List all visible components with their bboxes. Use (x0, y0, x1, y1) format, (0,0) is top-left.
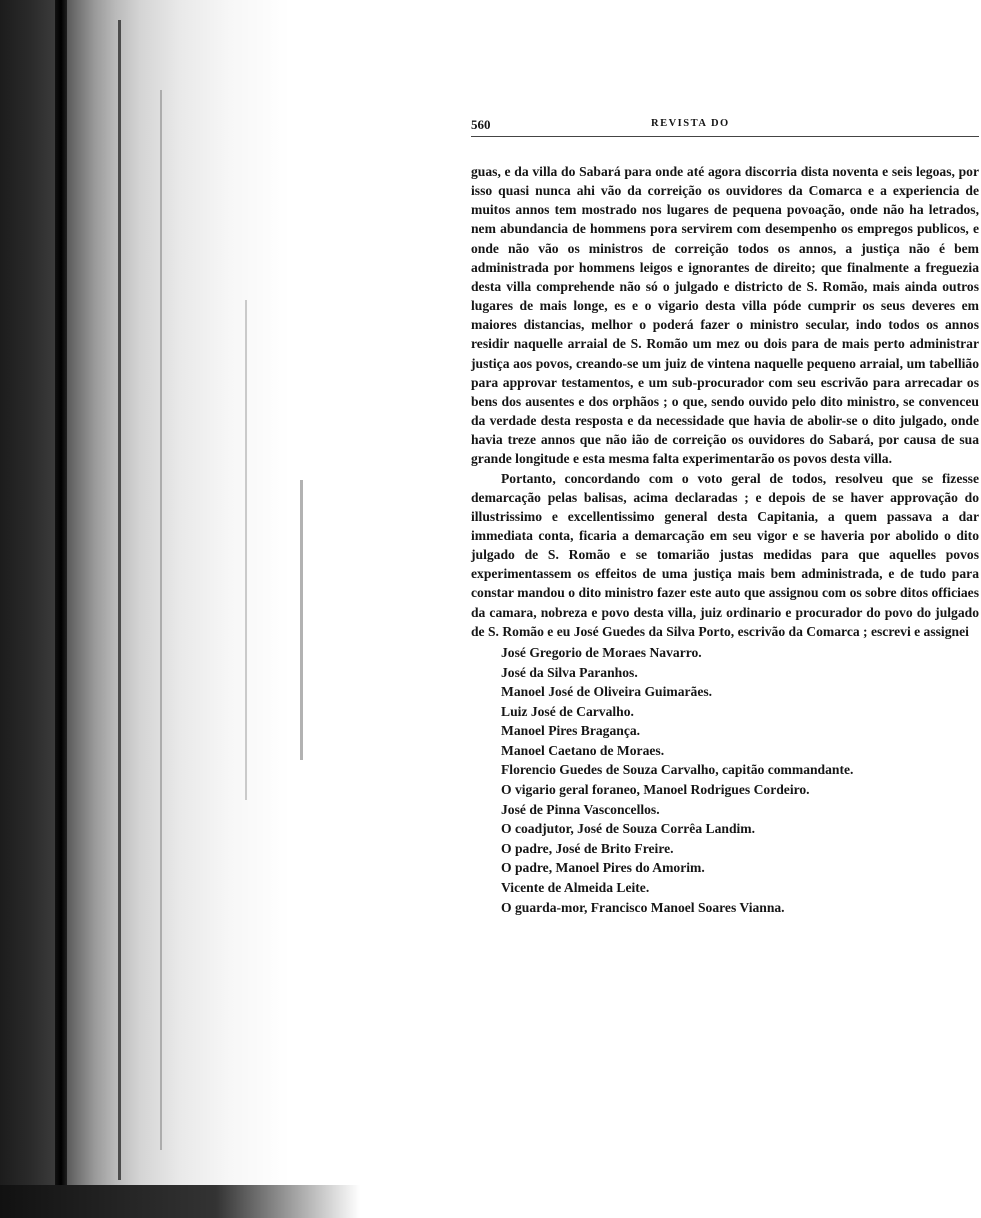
signature-line: José da Silva Paranhos. (501, 664, 638, 680)
signature-line: Manoel Caetano de Moraes. (501, 742, 665, 758)
paragraph: Portanto, concordando com o voto geral de todos, resolveu que se fizesse demarcação pelas balisas, acima declaradas ; e depois de se haver approvação do illustrissimo e excellentissimo general desta Capitania, a quem passava a dar immediata conta, ficaria a demarcação em seu vigor e se haveria por abolido o dito julgado de S. Romão e se tomarião justas medidas para que aquelles povos experimentassem os effeitos de uma justiça mais bem administrada, e de tudo para constar mandou o dito ministro fazer este auto que assignou com os sobre ditos officiaes da camara, nobreza e povo desta villa, juiz ordinario e procurador do povo do julgado de S. Romão e eu José Guedes da Silva Porto, escrivão da Comarca ; escrevi e assignei (471, 470, 979, 639)
signature-list (471, 643, 979, 917)
signature-line: O guarda-mor, Francisco Manoel Soares Vianna. (501, 899, 785, 915)
signature-line: O padre, Manoel Pires do Amorim. (501, 860, 705, 876)
signature-line: Manoel José de Oliveira Guimarães. (501, 684, 713, 700)
book-page (471, 116, 979, 917)
scan-streak (300, 480, 303, 760)
signature-line: José Gregorio de Moraes Navarro. (501, 644, 702, 660)
scan-streak (245, 300, 247, 800)
signature-line: Florencio Guedes de Souza Carvalho, capitão commandante. (501, 762, 854, 778)
scan-streak (160, 90, 162, 1150)
running-title: REVISTA DO (651, 118, 730, 129)
page-edge-shadow (118, 20, 121, 1180)
paragraph: guas, e da villa do Sabará para onde até agora discorria dista noventa e seis legoas, por isso quasi nunca ahi vão da correição os ouvidores da Comarca e a experiencia de muitos annos tem mostrado nos lugares de pequena povoação, onde não ha letrados, nem abundancia de hommens pora servirem com desempenho os empregos publicos, e onde não vão os ministros de correição todos os annos, a justiça não é bem administrada por hommens leigos e ignorantes de direito; que finalmente a freguezia desta villa comprehende não só o julgado e districto de S. Romão, mais ainda outros lugares de mais longe, es e o vigario desta villa póde cumprir os seus deveres em maiores distancias, melhor o poderá fazer o ministro secular, indo todos os annos residir naquelle arraial de S. Romão um mez ou dois para de mais perto administrar justiça aos povos, creando-se um juiz de vintena naquelle pequeno arraial, um tabellião para approvar testamentos, e um sub-procurador com seu escrivão para arrecadar os bens dos ausentes e dos orphãos ; o que, sendo ouvido pelo dito ministro, se convenceu da verdade desta resposta e da necessidade que havia de abolir-se o dito julgado, onde havia treze annos que não ião de correição os ouvidores do Sabará, por causa de sua grande longitude e esta mesma falta experimentarão os povos desta villa. (471, 164, 979, 467)
signature-line: Vicente de Almeida Leite. (501, 880, 650, 896)
binding-fold (55, 0, 67, 1218)
book-binding-edge (0, 0, 290, 1218)
signature-line: O coadjutor, José de Souza Corrêa Landim. (501, 821, 755, 837)
page-header (471, 116, 979, 137)
page-body (471, 162, 979, 641)
signature-line: Luiz José de Carvalho. (501, 703, 634, 719)
scan-bottom-shadow (0, 1185, 360, 1218)
signature-line: José de Pinna Vasconcellos. (501, 801, 660, 817)
signature-line: O vigario geral foraneo, Manoel Rodrigues Cordeiro. (501, 782, 810, 798)
signature-line: Manoel Pires Bragança. (501, 723, 641, 739)
page-number: 560 (471, 117, 491, 132)
signature-line: O padre, José de Brito Freire. (501, 840, 674, 856)
